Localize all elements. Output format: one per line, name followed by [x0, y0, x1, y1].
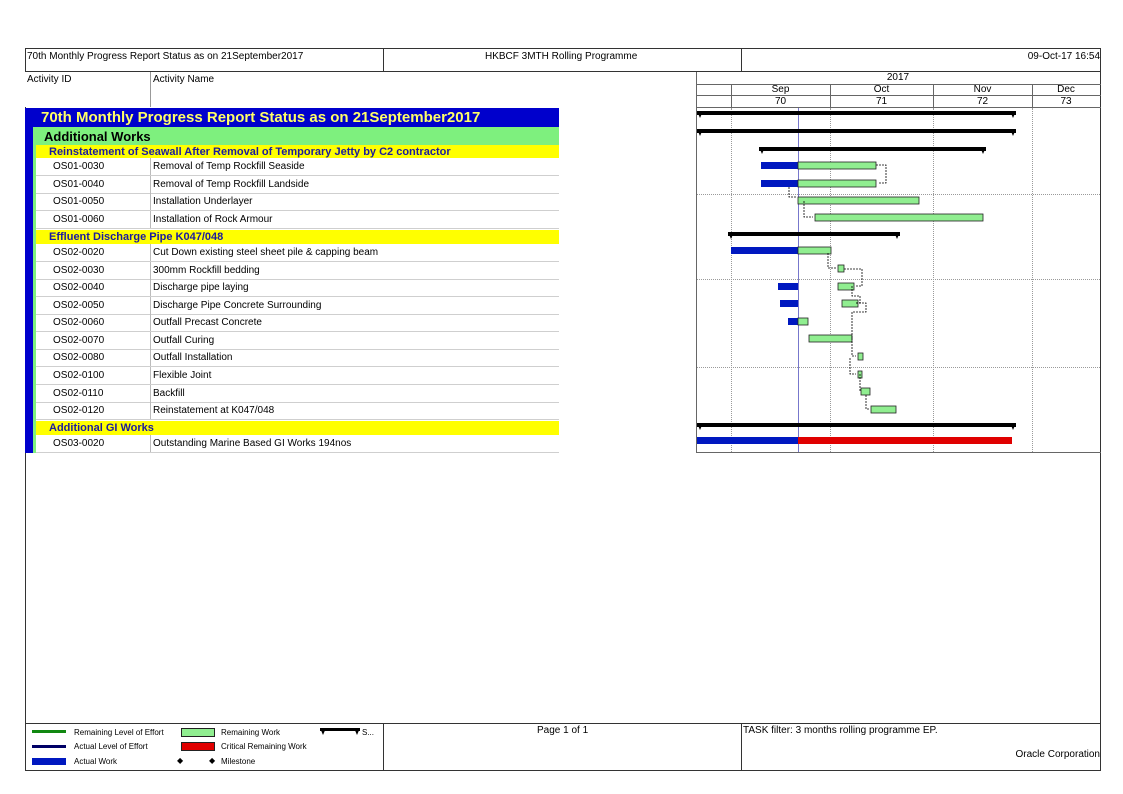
actual-work-bar	[780, 300, 798, 307]
legend-milestone: Milestone	[221, 757, 256, 766]
legend-remaining-work-swatch	[181, 728, 215, 737]
remaining-work-bar	[842, 300, 858, 307]
activity-name: 300mm Rockfill bedding	[153, 265, 260, 276]
summary-bar-level2	[697, 129, 1016, 133]
period-72: 72	[976, 96, 989, 107]
programme-title: HKBCF 3MTH Rolling Programme	[485, 51, 638, 62]
relationship-line	[852, 303, 866, 338]
activity-name: Reinstatement at K047/048	[153, 405, 275, 416]
activity-name: Backfill	[153, 388, 185, 399]
activity-id: OS02-0070	[53, 335, 105, 346]
relationship-line	[852, 338, 856, 356]
column-activity-id[interactable]: Activity ID	[27, 74, 72, 85]
remaining-work-bar	[809, 335, 852, 342]
actual-work-bar	[788, 318, 798, 325]
activity-name: Outstanding Marine Based GI Works 194nos	[153, 438, 352, 449]
activity-id: OS02-0030	[53, 265, 105, 276]
activity-id: OS02-0100	[53, 370, 105, 381]
activity-name: Installation of Rock Armour	[153, 214, 273, 225]
activity-id: OS01-0050	[53, 196, 105, 207]
relationship-line	[876, 165, 886, 183]
activity-name: Outfall Precast Concrete	[153, 317, 262, 328]
summary-bar-level1	[697, 111, 1016, 115]
legend-summary: S...	[362, 728, 375, 737]
activity-id: OS03-0020	[53, 438, 105, 449]
run-date: 09-Oct-17 16:54	[1027, 51, 1100, 62]
summary-bar-icon	[320, 727, 362, 737]
activity-id: OS02-0020	[53, 247, 105, 258]
footer-separator	[741, 723, 742, 771]
wbs-group-gi-title: Additional GI Works	[49, 422, 154, 434]
activity-name: Installation Underlayer	[153, 196, 253, 207]
relationship-line	[828, 253, 836, 268]
milestone-icon: ◆	[177, 756, 184, 765]
activity-name: Discharge Pipe Concrete Surrounding	[153, 300, 322, 311]
relationship-line	[789, 187, 797, 197]
actual-work-bar	[731, 247, 798, 254]
remaining-work-bar	[798, 197, 919, 204]
activity-id: OS01-0030	[53, 161, 105, 172]
remaining-work-bar	[798, 318, 808, 325]
activity-name: Discharge pipe laying	[153, 282, 249, 293]
activity-name: Removal of Temp Rockfill Seaside	[153, 161, 305, 172]
activity-id: OS02-0110	[53, 388, 104, 399]
relationship-line	[866, 395, 869, 409]
legend-critical-swatch	[181, 742, 215, 751]
footer-divider	[25, 723, 1101, 724]
activity-id: OS02-0040	[53, 282, 105, 293]
activity-name: Removal of Temp Rockfill Landside	[153, 179, 310, 190]
month-oct: Oct	[873, 84, 890, 95]
period-73: 73	[1060, 96, 1072, 107]
period-70: 70	[774, 96, 787, 107]
milestone-icon: ◆	[209, 756, 216, 765]
legend-actual-work: Actual Work	[74, 757, 117, 766]
summary-bar-seawall	[759, 147, 986, 151]
wbs-group-effluent-title: Effluent Discharge Pipe K047/048	[49, 231, 224, 243]
legend-remaining-loe-swatch	[32, 730, 66, 733]
actual-work-bar	[761, 180, 798, 187]
footer-separator	[383, 723, 384, 771]
legend-remaining-work: Remaining Work	[221, 728, 280, 737]
activity-name: Outfall Installation	[153, 352, 233, 363]
wbs-level2-title: Additional Works	[44, 129, 151, 144]
remaining-work-bar	[815, 214, 983, 221]
remaining-work-bar	[861, 388, 870, 395]
actual-work-bar	[761, 162, 798, 169]
summary-bar-gi	[697, 423, 1016, 427]
relationship-line	[850, 358, 856, 374]
legend-actual-work-swatch	[32, 758, 66, 765]
remaining-work-bar	[858, 353, 863, 360]
remaining-work-bar	[871, 406, 896, 413]
actual-work-bar	[697, 437, 798, 444]
report-title: 70th Monthly Progress Report Status as on 21September2017	[27, 51, 304, 62]
filter-text: TASK filter: 3 months rolling programme EP.	[743, 725, 938, 736]
legend-remaining-loe: Remaining Level of Effort	[74, 728, 164, 737]
remaining-work-bar	[798, 247, 831, 254]
legend-critical-remaining: Critical Remaining Work	[221, 742, 307, 751]
activity-name: Flexible Joint	[153, 370, 212, 381]
activity-id: OS02-0120	[53, 405, 105, 416]
wbs-level1-title: 70th Monthly Progress Report Status as on 21September2017	[41, 109, 481, 126]
legend-actual-loe: Actual Level of Effort	[74, 742, 148, 751]
activity-id: OS02-0050	[53, 300, 105, 311]
column-activity-name[interactable]: Activity Name	[153, 74, 215, 85]
actual-work-bar	[778, 283, 798, 290]
activity-id: OS01-0060	[53, 214, 105, 225]
activity-id: OS02-0060	[53, 317, 105, 328]
remaining-work-bar	[798, 162, 876, 169]
remaining-work-bar	[838, 265, 844, 272]
activity-name: Cut Down existing steel sheet pile & capping beam	[153, 247, 379, 258]
page-number: Page 1 of 1	[537, 725, 589, 736]
month-dec: Dec	[1057, 84, 1075, 95]
legend-actual-loe-swatch	[32, 745, 66, 748]
period-71: 71	[875, 96, 888, 107]
critical-remaining-bar	[798, 437, 1012, 444]
activity-name: Outfall Curing	[153, 335, 215, 346]
wbs-group-seawall-title: Reinstatement of Seawall After Removal of Temporary Jetty by C2 contractor	[49, 146, 451, 158]
company-name: Oracle Corporation	[1015, 749, 1100, 760]
remaining-work-bar	[798, 180, 876, 187]
month-nov: Nov	[973, 84, 992, 95]
activity-id: OS02-0080	[53, 352, 105, 363]
month-sep: Sep	[771, 84, 790, 95]
summary-bar-effluent	[728, 232, 900, 236]
timescale-year: 2017	[886, 72, 910, 83]
activity-id: OS01-0040	[53, 179, 105, 190]
